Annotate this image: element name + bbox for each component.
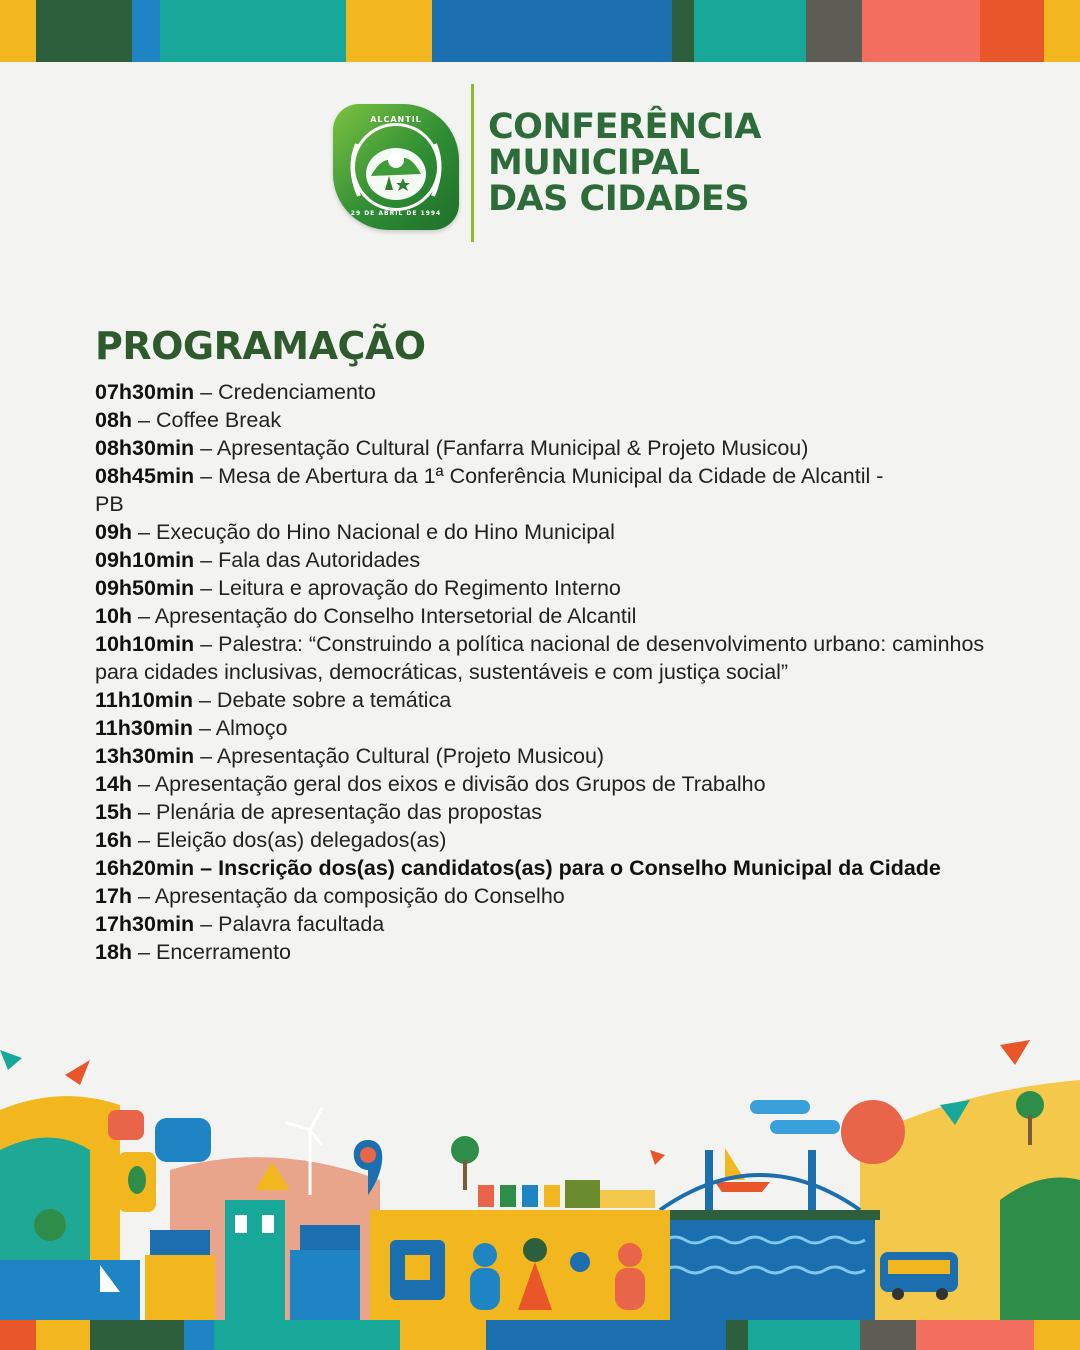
- schedule-item: [95, 770, 995, 798]
- cloud-icon: [750, 1100, 810, 1114]
- turbine-blades: [285, 1108, 322, 1145]
- schedule-item: [95, 518, 995, 546]
- schedule-time: 15h: [95, 800, 133, 824]
- person-icon: [523, 1238, 547, 1262]
- schedule-time: 11h10min: [95, 688, 193, 712]
- schedule-item: [95, 546, 995, 574]
- tree-trunk: [463, 1160, 467, 1190]
- person-icon: [618, 1243, 642, 1267]
- schedule-desc: – Credenciamento: [200, 380, 376, 404]
- chat-bubble-icon: [155, 1118, 211, 1162]
- schedule-desc: – Coffee Break: [138, 408, 282, 432]
- schedule-item: [95, 434, 995, 462]
- schedule-item: [95, 798, 995, 826]
- schedule-time: 18h: [95, 940, 133, 964]
- schedule-desc: – Apresentação Cultural (Fanfarra Municipal & Projeto Musicou): [200, 436, 809, 460]
- schedule-desc: – Apresentação geral dos eixos e divisão dos Grupos de Trabalho: [138, 772, 766, 796]
- bird-icon: [65, 1060, 90, 1085]
- schedule-item: [95, 910, 995, 938]
- schedule-desc: – Mesa de Abertura da 1ª Conferência Municipal da Cidade de Alcantil - PB: [95, 464, 884, 516]
- cloud-icon: [770, 1120, 840, 1134]
- schedule-desc: – Palestra: “Construindo a política nacional de desenvolvimento urbano: caminhos para cidades inclusivas, democráticas, sustentáveis e com justiça social”: [95, 632, 985, 684]
- bird-icon: [650, 1150, 665, 1165]
- sea-left: [0, 1260, 140, 1320]
- house-icon: [145, 1255, 215, 1320]
- schedule-time: 09h: [95, 520, 133, 544]
- schedule-time: 17h30min: [95, 912, 195, 936]
- schedule-item: [95, 630, 985, 686]
- schedule-desc: – Leitura e aprovação do Regimento Interno: [200, 576, 621, 600]
- schedule-item: [95, 854, 955, 882]
- schedule-item: [95, 826, 995, 854]
- map-pin-dot: [360, 1147, 376, 1163]
- schedule-time: 14h: [95, 772, 133, 796]
- city-illustration: [0, 1030, 1080, 1320]
- bird-icon: [1000, 1040, 1030, 1065]
- schedule-item: [95, 882, 995, 910]
- programacao-heading: PROGRAMAÇÃO: [95, 324, 426, 368]
- schedule-desc: – Apresentação do Conselho Intersetorial de Alcantil: [138, 604, 637, 628]
- recycle-bin-icon: [500, 1185, 516, 1207]
- bridge-tower: [705, 1150, 713, 1220]
- building-icon: [225, 1200, 285, 1320]
- schedule-desc: – Debate sobre a temática: [198, 688, 452, 712]
- schedule-time: 17h: [95, 884, 133, 908]
- schedule-time: 07h30min: [95, 380, 195, 404]
- schedule-desc: – Fala das Autoridades: [200, 548, 421, 572]
- schedule-desc: – Execução do Hino Nacional e do Hino Municipal: [138, 520, 615, 544]
- tree-icon: [451, 1136, 479, 1164]
- person-body: [470, 1268, 500, 1310]
- schedule-time: 13h30min: [95, 744, 195, 768]
- sun-icon: [841, 1100, 905, 1164]
- schedule-desc: – Apresentação Cultural (Projeto Musicou): [200, 744, 605, 768]
- person-body: [568, 1274, 592, 1310]
- schedule-item: [95, 938, 995, 966]
- schedule-desc: – Inscrição dos(as) candidatos(as) para o Conselho Municipal da Cidade: [200, 856, 941, 880]
- conference-header: [333, 84, 813, 242]
- bird-icon: [0, 1050, 22, 1070]
- conference-title-line: CONFERÊNCIA: [488, 107, 761, 147]
- recycle-bin-icon: [544, 1185, 560, 1207]
- schedule-item: [95, 742, 995, 770]
- schedule-item: [95, 714, 995, 742]
- header-divider: [471, 84, 474, 242]
- schedule-time: 09h50min: [95, 576, 195, 600]
- schedule-item: [95, 602, 995, 630]
- tree-trunk: [1028, 1115, 1032, 1145]
- tree-icon: [34, 1209, 66, 1241]
- hill-right-green: [1000, 1178, 1080, 1321]
- bridge-deck: [640, 1210, 880, 1220]
- programacao-section: [95, 322, 995, 966]
- schedule-desc: – Encerramento: [138, 940, 292, 964]
- schedule-time: 16h20min: [95, 856, 195, 880]
- bridge-tower: [808, 1150, 816, 1220]
- leaf-icon: [128, 1166, 146, 1194]
- boat-hull: [715, 1182, 770, 1192]
- conference-title-line: MUNICIPAL: [488, 143, 700, 183]
- person-body: [615, 1268, 645, 1310]
- solar-panel-icon: [150, 1230, 210, 1255]
- top-color-stripe: [0, 0, 1080, 62]
- truck-bed: [600, 1190, 655, 1208]
- schedule-time: 09h10min: [95, 548, 195, 572]
- person-icon: [473, 1243, 497, 1267]
- schedule-time: 16h: [95, 828, 133, 852]
- bridge-cable: [660, 1175, 860, 1210]
- bottom-color-stripe: [0, 1320, 1080, 1350]
- schedule-item: [95, 406, 995, 434]
- building-window: [235, 1215, 247, 1233]
- alcantil-seal-icon: [333, 104, 459, 230]
- schedule-item: [95, 686, 995, 714]
- schedule-item: [95, 462, 885, 518]
- schedule-desc: – Palavra facultada: [200, 912, 385, 936]
- schedule-list: [95, 378, 995, 966]
- schedule-desc: – Almoço: [198, 716, 288, 740]
- recycle-bin-icon: [478, 1185, 494, 1207]
- schedule-time: 10h10min: [95, 632, 195, 656]
- building-icon: [290, 1250, 360, 1320]
- truck-icon: [565, 1180, 600, 1208]
- conference-title: [488, 109, 808, 217]
- schedule-item: [95, 574, 995, 602]
- schedule-time: 10h: [95, 604, 133, 628]
- solar-panel-icon: [300, 1225, 360, 1250]
- recycle-bin-icon: [522, 1185, 538, 1207]
- tree-icon: [1016, 1091, 1044, 1119]
- schedule-item: [95, 378, 995, 406]
- bus-window: [888, 1260, 950, 1274]
- schedule-time: 08h: [95, 408, 133, 432]
- conference-title-line: DAS CIDADES: [488, 179, 750, 219]
- schedule-desc: – Apresentação da composição do Conselho: [138, 884, 565, 908]
- schedule-time: 08h45min: [95, 464, 195, 488]
- chat-bubble-icon: [108, 1110, 144, 1140]
- schedule-time: 08h30min: [95, 436, 195, 460]
- person-icon: [570, 1252, 590, 1272]
- bus-wheel: [892, 1288, 904, 1300]
- seal-top-text: ALCANTIL: [370, 115, 422, 124]
- bus-wheel: [936, 1288, 948, 1300]
- seal-bottom-text: 29 DE ABRIL DE 1994: [350, 210, 442, 217]
- building-window: [262, 1215, 274, 1233]
- schedule-desc: – Plenária de apresentação das propostas: [138, 800, 543, 824]
- schedule-time: 11h30min: [95, 716, 193, 740]
- schedule-desc: – Eleição dos(as) delegados(as): [138, 828, 447, 852]
- chip-core: [405, 1255, 430, 1280]
